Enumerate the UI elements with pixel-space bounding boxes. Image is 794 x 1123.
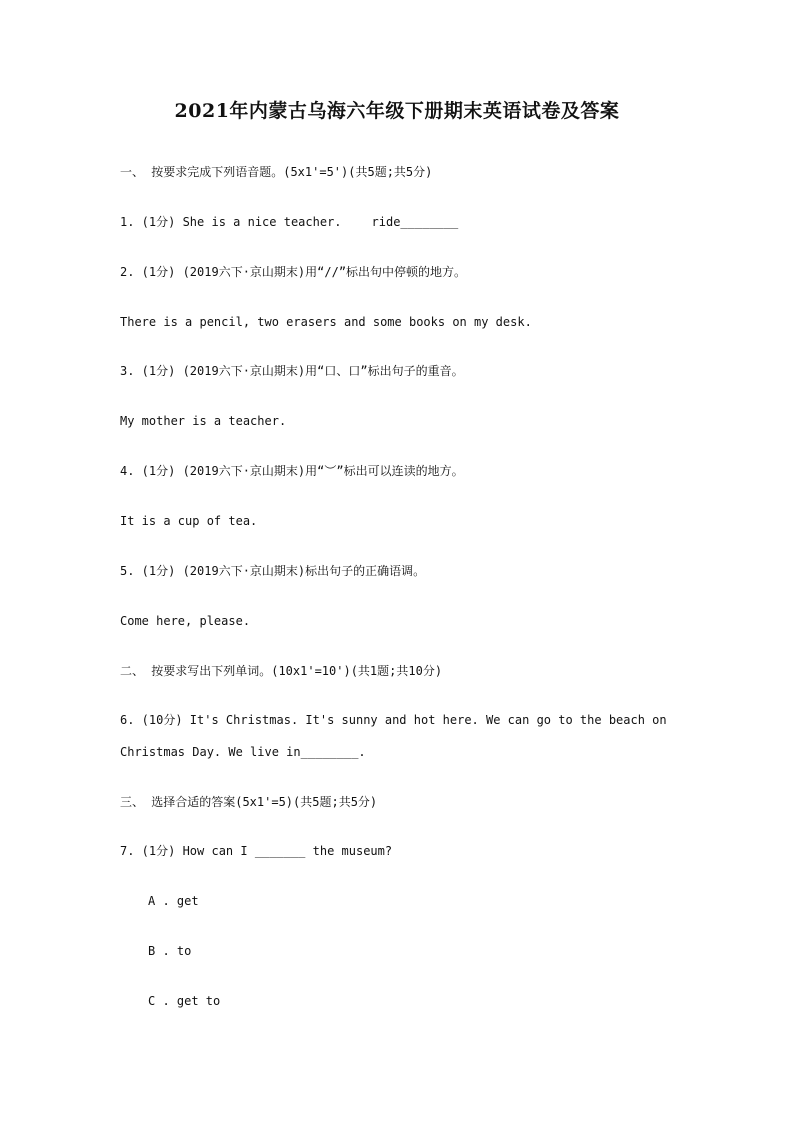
question-2-text: There is a pencil, two erasers and some books on my desk. [120, 315, 532, 329]
question-7-stem: 7. (1分) How can I _______ the museum? [120, 844, 393, 858]
question-7-option-c: C . get to [148, 994, 221, 1008]
section-heading-3: 三、 选择合适的答案(5x1'=5)(共5题;共5分) [120, 795, 378, 809]
document-title: 2021年内蒙古乌海六年级下册期末英语试卷及答案 [174, 100, 620, 122]
question-2-stem: 2. (1分) (2019六下·京山期末)用“//”标出句中停顿的地方。 [120, 265, 467, 279]
question-7-option-a: A . get [148, 894, 199, 908]
question-5-text: Come here, please. [120, 614, 251, 628]
question-4-stem: 4. (1分) (2019六下·京山期末)用“︶”标出可以连读的地方。 [120, 464, 464, 478]
question-4-text: It is a cup of tea. [120, 514, 258, 528]
question-3-text: My mother is a teacher. [120, 414, 287, 428]
section-heading-1: 一、 按要求完成下列语音题。(5x1'=5')(共5题;共5分) [120, 165, 433, 179]
question-1-answer-blank: ride________ [371, 215, 459, 229]
question-6-line-1: 6. (10分) It's Christmas. It's sunny and hot here. We can go to the beach on [120, 713, 667, 727]
section-heading-2: 二、 按要求写出下列单词。(10x1'=10')(共1题;共10分) [120, 664, 443, 678]
question-5-stem: 5. (1分) (2019六下·京山期末)标出句子的正确语调。 [120, 564, 426, 578]
question-7-option-b: B . to [148, 944, 192, 958]
question-6-line-2: Christmas Day. We live in________. [120, 745, 366, 759]
question-1 [120, 214, 458, 230]
question-1-stem: 1. (1分) She is a nice teacher. [120, 215, 342, 229]
question-3-stem: 3. (1分) (2019六下·京山期末)用“口、口”标出句子的重音。 [120, 364, 464, 378]
